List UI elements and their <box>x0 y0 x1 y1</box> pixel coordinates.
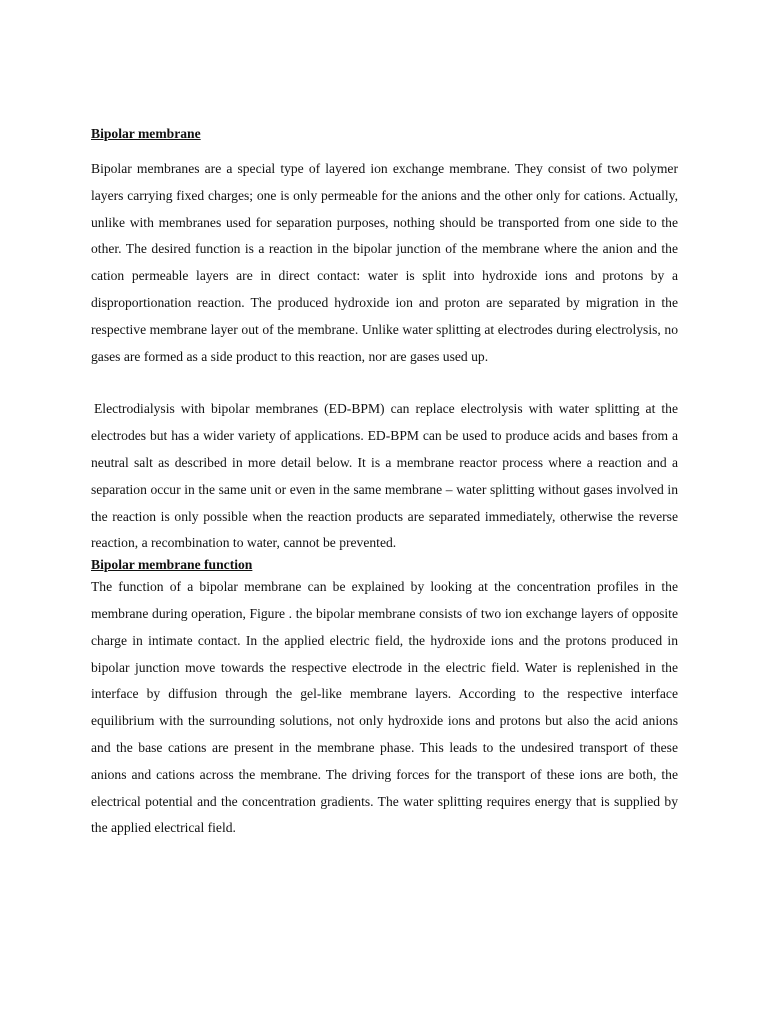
section-heading-bipolar-membrane-function: Bipolar membrane function <box>91 557 253 573</box>
paragraph-bipolar-membrane-function: The function of a bipolar membrane can be explained by looking at the concentration profiles in the membrane during operation, Figure . the bipolar membrane consists of two ion exchange layers of opposite charge in intimate contact. In the applied electric field, the hydroxide ions and the protons produced in bipolar junction move towards the respective electrode in the electric field. Water is replenished in the interface by diffusion through the gel-like membrane layers. According to the respective interface equilibrium with the surrounding solutions, not only hydroxide ions and protons but also the acid anions and the base cations are present in the membrane phase. This leads to the undesired transport of these anions and cations across the membrane. The driving forces for the transport of these ions are both, the electrical potential and the concentration gradients. The water splitting requires energy that is supplied by the applied electrical field. <box>91 579 678 836</box>
paragraph-ed-bpm: Electrodialysis with bipolar membranes (ED-BPM) can replace electrolysis with water splitting at the electrodes but has a wider variety of applications. ED-BPM can be used to produce acids and bases from a neutral salt as described in more detail below. It is a membrane reactor process where a reaction and a separation occur in the same unit or even in the same membrane – water splitting without gases involved in the reaction is only possible when the reaction products are separated immediately, otherwise the reverse reaction, a recombination to water, cannot be prevented. <box>91 401 678 551</box>
section-heading-bipolar-membrane: Bipolar membrane <box>91 126 201 141</box>
document-body <box>91 124 678 842</box>
paragraph-bipolar-membrane-intro: Bipolar membranes are a special type of layered ion exchange membrane. They consist of two polymer layers carrying fixed charges; one is only permeable for the anions and the other only for cations. Actually, unlike with membranes used for separation purposes, nothing should be transported from one side to the other. The desired function is a reaction in the bipolar junction of the membrane where the anion and the cation permeable layers are in direct contact: water is split into hydroxide ions and protons by a disproportionation reaction. The produced hydroxide ion and proton are separated by migration in the respective membrane layer out of the membrane. Unlike water splitting at electrodes during electrolysis, no gases are formed as a side product to this reaction, nor are gases used up. <box>91 161 678 364</box>
